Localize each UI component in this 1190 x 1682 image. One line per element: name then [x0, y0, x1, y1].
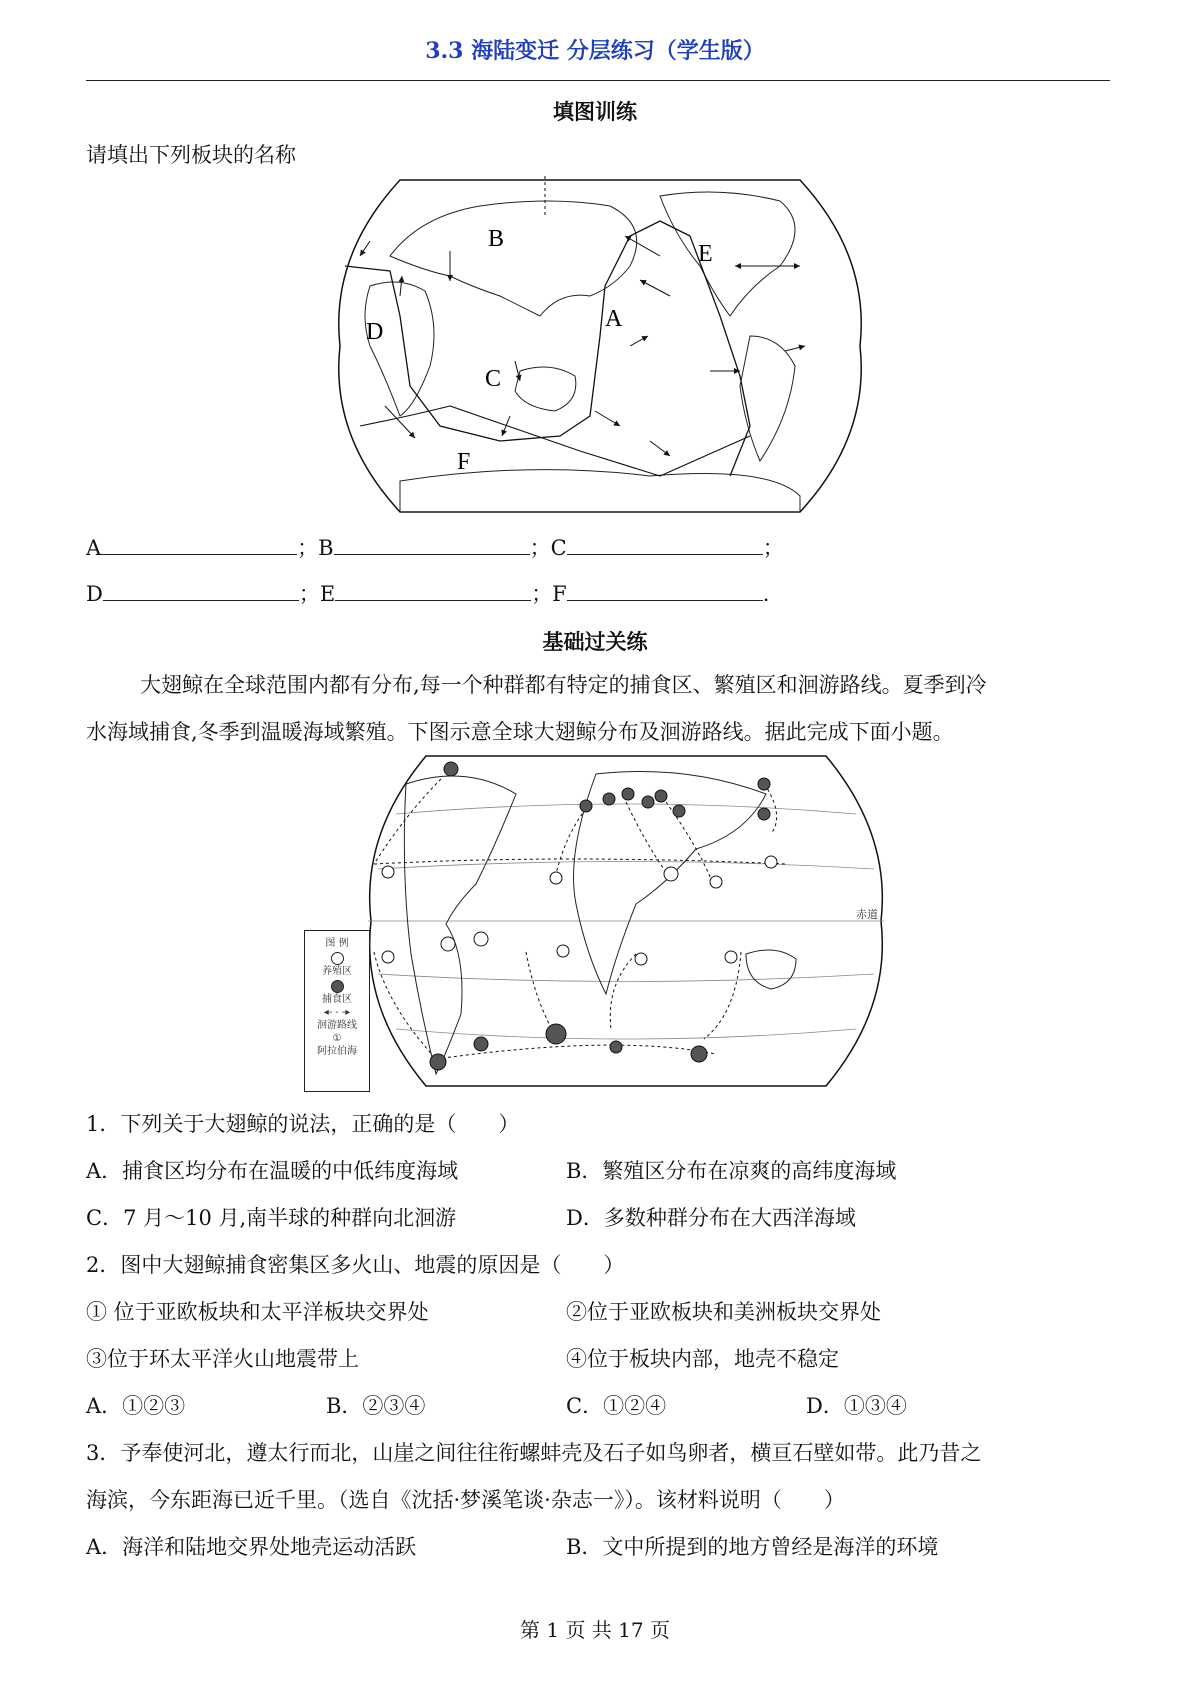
label-c: ；C: [529, 536, 567, 560]
q2-option-a[interactable]: A．①②③: [86, 1394, 186, 1418]
legend-feeding-label: 捕食区: [322, 994, 352, 1005]
legend-route-label: 洄游路线: [317, 1020, 357, 1031]
plate-label-f: F: [457, 449, 471, 475]
page-title: 3.3 海陆变迁 分层练习（学生版）: [425, 38, 765, 64]
legend-sea-label: 阿拉伯海: [317, 1046, 357, 1057]
breeding-area: [474, 932, 488, 946]
legend-breeding-label: 养殖区: [322, 966, 352, 977]
breeding-area: [441, 937, 455, 951]
equator-label: 赤道: [856, 908, 878, 921]
q2-statement-3: ③位于环太平洋火山地震带上: [86, 1347, 359, 1371]
header-rule: [86, 80, 1110, 81]
section-title-basics: 基础过关练: [542, 629, 648, 654]
feeding-area: [622, 788, 634, 800]
q3-option-b[interactable]: B．文中所提到的地方曾经是海洋的环境: [566, 1535, 939, 1559]
question-2-stem: 2．图中大翅鲸捕食密集区多火山、地震的原因是（ ）: [86, 1253, 625, 1277]
q2-option-b[interactable]: B．②③④: [326, 1394, 426, 1418]
plate-label-a: A: [605, 306, 623, 332]
intro-line-1: 大翅鲸在全球范围内都有分布,每一个种群都有特定的捕食区、繁殖区和洄游路线。夏季到冷: [140, 673, 987, 697]
q2-statement-4: ④位于板块内部，地壳不稳定: [566, 1347, 839, 1371]
question-3-stem-line-2: 海滨，今东距海已近千里。（选自《沈括·梦溪笔谈·杂志一》）。该材料说明（ ）: [86, 1488, 845, 1512]
row2-end: .: [762, 582, 770, 606]
feeding-area: [474, 1037, 488, 1051]
breeding-area: [382, 951, 394, 963]
q1-option-d[interactable]: D．多数种群分布在大西洋海域: [566, 1206, 856, 1230]
q1-option-a[interactable]: A．捕食区均分布在温暖的中低纬度海域: [86, 1159, 459, 1183]
blank-a[interactable]: [101, 536, 297, 555]
legend-breeding-symbol: [331, 952, 344, 965]
q2-option-d[interactable]: D．①③④: [806, 1394, 907, 1418]
q2-statement-2: ②位于亚欧板块和美洲板块交界处: [566, 1300, 881, 1324]
label-a: A: [86, 536, 102, 560]
feeding-area: [758, 778, 770, 790]
legend-number: ①: [332, 1033, 342, 1044]
blank-e[interactable]: [335, 582, 531, 601]
question-1-stem: 1．下列关于大翅鲸的说法，正确的是（ ）: [86, 1112, 520, 1136]
breeding-area: [725, 951, 737, 963]
breeding-area: [635, 953, 647, 965]
section-title-fill-map: 填图训练: [553, 99, 637, 124]
page-footer: 第 1 页 共 17 页: [520, 1618, 670, 1642]
blank-b[interactable]: [334, 536, 530, 555]
feeding-area: [430, 1054, 446, 1070]
legend-route-symbol: ◂- - -▸: [323, 1007, 351, 1018]
label-d: D: [86, 582, 103, 606]
q3-option-a[interactable]: A．海洋和陆地交界处地壳运动活跃: [86, 1535, 417, 1559]
plate-label-c: C: [485, 366, 502, 392]
feeding-area: [610, 1041, 622, 1053]
breeding-area: [550, 872, 562, 884]
question-3-stem-line-1: 3．予奉使河北，遵太行而北，山崖之间往往衔螺蚌壳及石子如鸟卵者，横亘石壁如带。此乃昔之: [86, 1441, 982, 1465]
q1-option-b[interactable]: B．繁殖区分布在凉爽的高纬度海域: [566, 1159, 897, 1183]
label-f: ；F: [531, 582, 567, 606]
label-e: ；E: [298, 582, 336, 606]
legend-feeding-symbol: [331, 980, 344, 993]
breeding-area: [557, 945, 569, 957]
breeding-area: [382, 866, 394, 878]
label-b: ；B: [297, 536, 334, 560]
q2-statement-1: ① 位于亚欧板块和太平洋板块交界处: [86, 1300, 429, 1324]
feeding-area: [603, 793, 615, 805]
answer-row-2: [86, 582, 769, 606]
plate-map: [330, 176, 870, 516]
plate-label-b: B: [488, 226, 505, 252]
intro-line-2: 水海域捕食,冬季到温暖海域繁殖。下图示意全球大翅鲸分布及洄游路线。据此完成下面小题。: [86, 720, 954, 744]
feeding-area: [546, 1024, 566, 1044]
map-legend: [304, 930, 370, 1092]
legend-title: 图 例: [325, 938, 349, 949]
q1-option-c[interactable]: C．7 月～10 月,南半球的种群向北洄游: [86, 1206, 457, 1230]
plate-label-d: D: [366, 319, 384, 345]
feeding-area: [673, 805, 685, 817]
breeding-area: [664, 867, 678, 881]
blank-c[interactable]: [567, 536, 763, 555]
blank-d[interactable]: [103, 582, 299, 601]
feeding-area: [580, 800, 592, 812]
feeding-area: [691, 1046, 707, 1062]
breeding-area: [765, 856, 777, 868]
q2-option-c[interactable]: C．①②④: [566, 1394, 667, 1418]
whale-migration-map: [366, 754, 886, 1088]
map-instruction: 请填出下列板块的名称: [86, 143, 296, 167]
plate-label-e: E: [698, 241, 713, 267]
feeding-area: [444, 762, 458, 776]
answer-row-1: [86, 536, 784, 560]
feeding-area: [758, 808, 770, 820]
breeding-area: [710, 876, 722, 888]
feeding-area: [655, 790, 667, 802]
feeding-area: [642, 796, 654, 808]
blank-f[interactable]: [567, 582, 763, 601]
row1-end: ；: [762, 536, 784, 560]
